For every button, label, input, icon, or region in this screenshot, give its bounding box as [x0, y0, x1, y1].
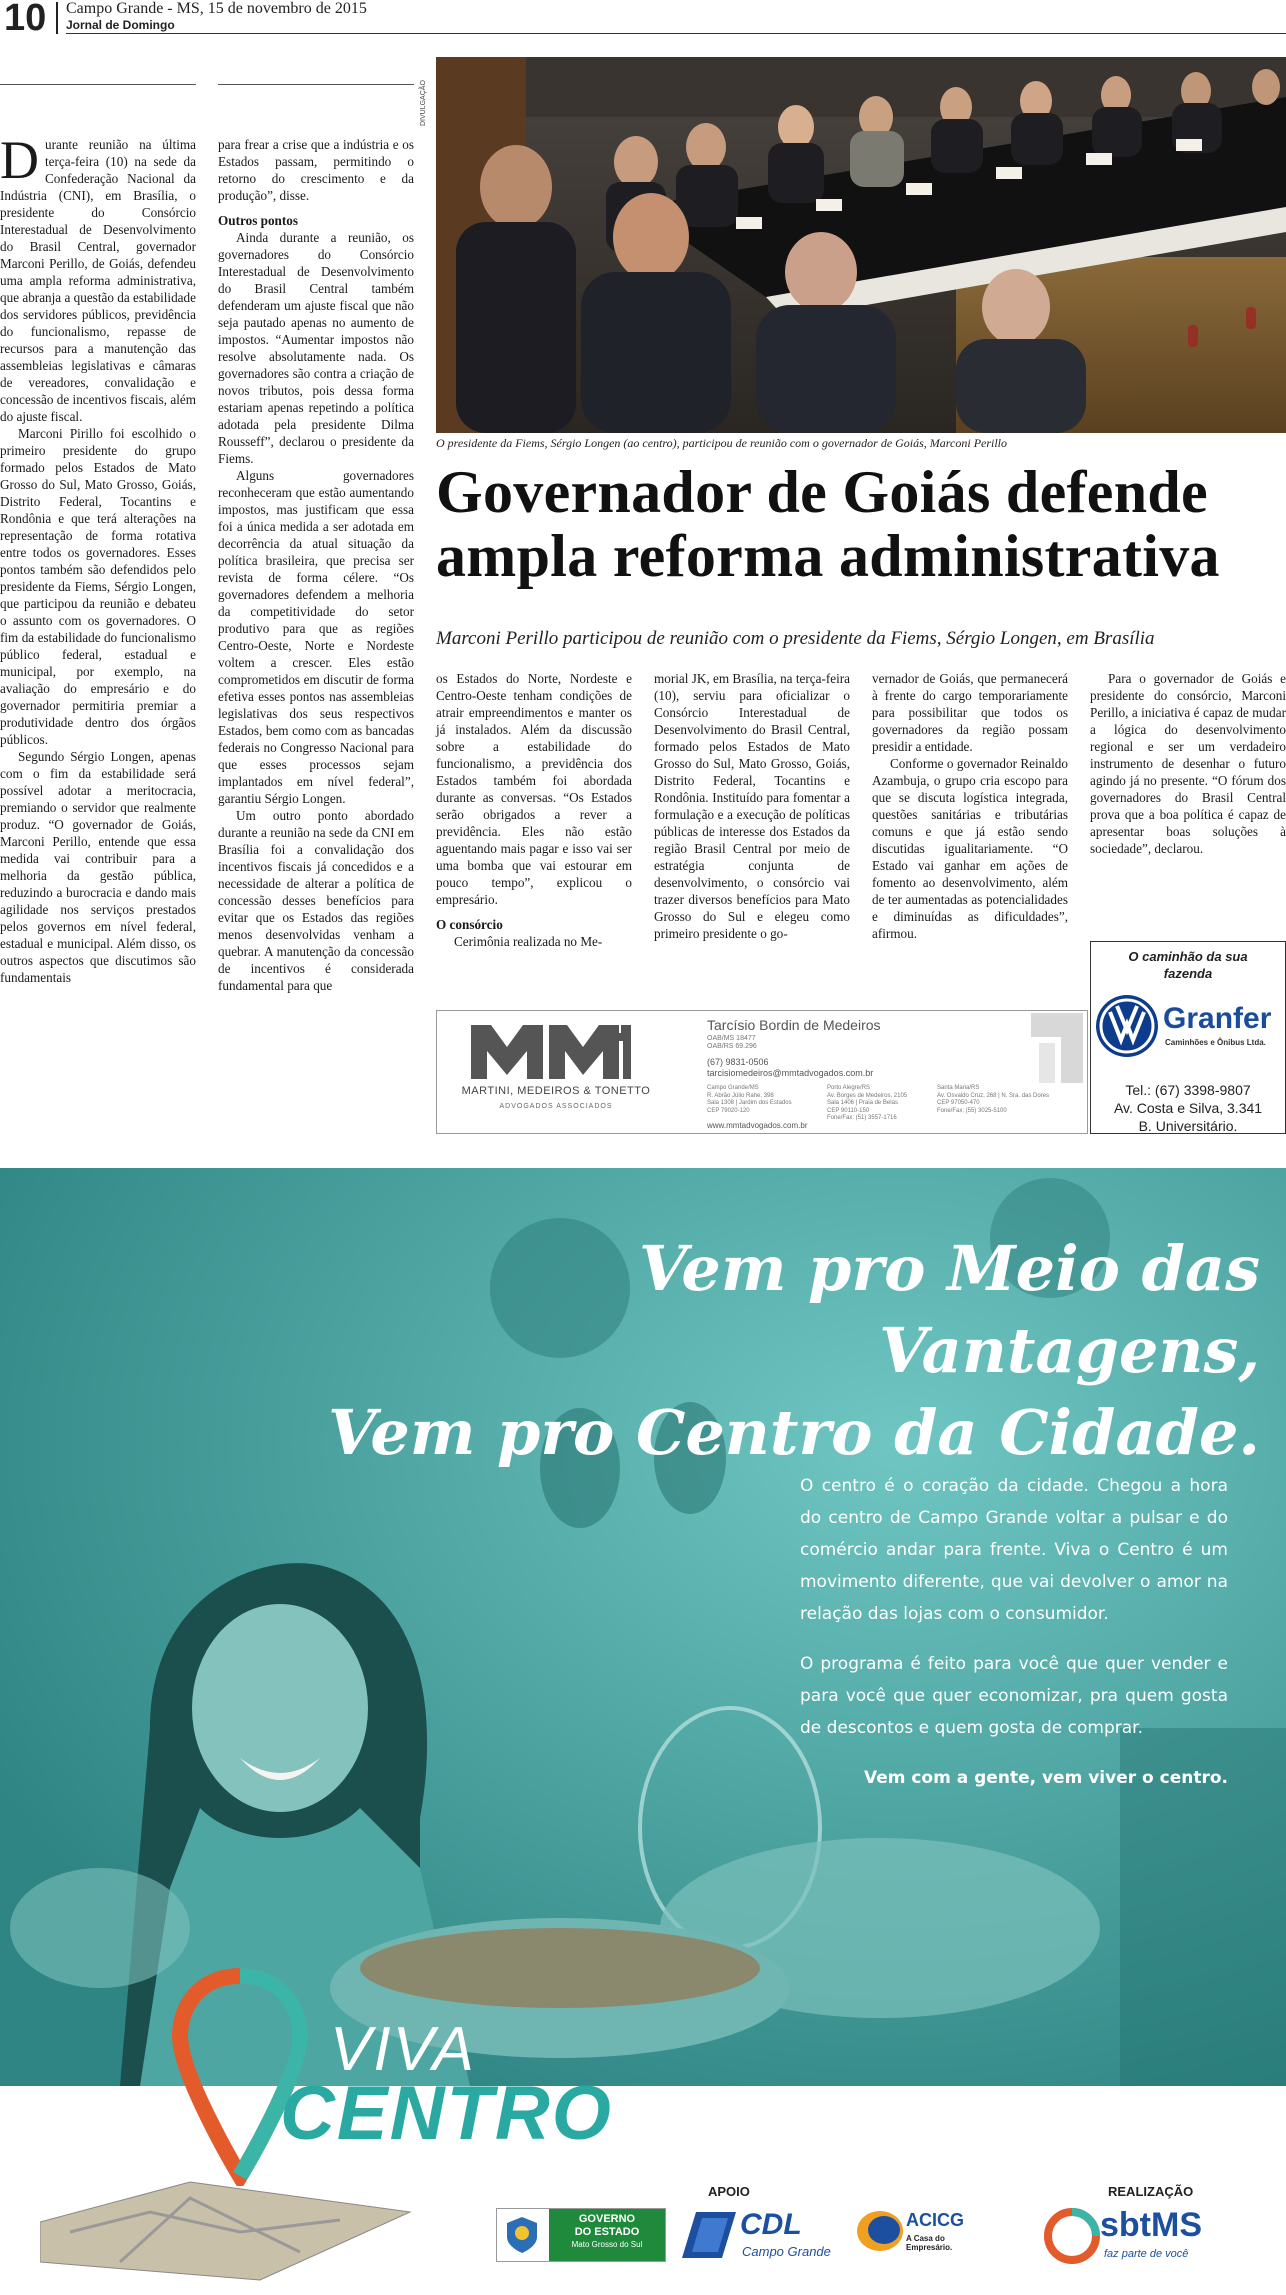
mmt-law-ad[interactable]	[436, 1010, 1088, 1134]
banner-paragraph-1: O centro é o coração da cidade. Chegou a hora do centro de Campo Grande voltar a pulsar e do comércio andar para frente. Viva o Centro é um movimento diferente, que vai devolver o amor na relação das lojas com o consumidor.	[800, 1476, 1228, 1624]
paragraph: Segundo Sérgio Longen, apenas com o fim da estabilidade será possível adotar a meritocracia, premiando o servidor que realmente produz. “O governador de Goiás, Marconi Perillo, entende que essa medida vai contribuir para a melhoria da gestão pública, reduzindo a burocracia e dando mais agilidade nos serviços prestados pelos governos em nível federal, estadual e municipal. Além disso, os outros aspectos que discutimos são fundamentais	[0, 749, 196, 985]
apoio-label: APOIO	[708, 2184, 750, 2199]
meeting-photo	[436, 57, 1286, 433]
header-rule	[66, 33, 1286, 34]
gov-line-3: Mato Grosso do Sul	[571, 2240, 643, 2249]
acicg-tagline: A Casa do Empresário.	[906, 2234, 953, 2252]
mmt-firm-name: MARTINI, MEDEIROS & TONETTO	[461, 1085, 651, 1097]
lawyer-phone: (67) 9831-0506	[707, 1057, 769, 1067]
page-number: 10	[4, 0, 47, 39]
cdl-name: CDL	[740, 2208, 802, 2241]
acicg-logo[interactable]	[856, 2206, 992, 2262]
lawyer-name: Tarcísio Bordin de Medeiros	[707, 1017, 881, 1033]
date-line: Campo Grande - MS, 15 de novembro de 2015	[66, 0, 367, 17]
paragraph: Alguns governadores reconheceram que estão aumentando impostos, mas justificam que essa foi a única medida a ser adotada em decorrência da atual situação da política brasileira, que precisa ser revista de forma célere. “Os governadores defendem a melhoria da competitividade do setor produtivo para que as regiões Centro-Oeste, Norte e Nordeste voltem a crescer. Eles estão comprometidos em discutir de forma efetiva esses pontos nas assembleias legislativas dos seus respectivos Estados, bem como com as bancadas federais no Congresso Nacional para que esses processos sejam implantados em nível federal”, garantiu Sérgio Longen.	[218, 468, 414, 806]
realizacao-logo[interactable]	[1044, 2202, 1244, 2266]
column-rule	[0, 84, 196, 85]
paragraph: morial JK, em Brasília, na terça-feira (10), serviu para oficializar o Consórcio Interestadual de Desenvolvimento do Brasil Central, formado pelos Estados de Mato Grosso do Sul, Mato Grosso, Goiás, Distrito Federal, Tocantins e Rondônia. Instituído para fomentar a formulação e a execução de políticas públicas de interesse dos Estados da região Brasil Central por meio de estratégia conjunta de desenvolvimento, o consórcio vai trazer diversos benefícios para Mato Grosso do Sul e elegeu como primeiro presidente o go-	[654, 671, 850, 941]
mmt-tagline: ADVOGADOS ASSOCIADOS	[499, 1103, 613, 1110]
article-column-2	[218, 136, 414, 994]
subheadline: Marconi Perillo participou de reunião com o presidente da Fiems, Sérgio Longen, em Brasília	[436, 628, 1155, 649]
photo-credit: DIVULGAÇÃO	[420, 80, 427, 126]
article-column-4	[654, 670, 850, 942]
paragraph: para frear a crise que a indústria e os Estados passam, permitindo o retorno do crescimento e da produção”, disse.	[218, 137, 414, 203]
column-rule	[218, 84, 414, 85]
office-santa-maria: Santa Maria/RS Av. Osvaldo Cruz, 268 | N. Sra. das Dores CEP 97050-470 Fone/Fax: (55) 3025-5100	[937, 1085, 1050, 1114]
headline: Governador de Goiás defende ampla reforma administrativa	[436, 459, 1220, 589]
newspaper-name: Jornal de Domingo	[66, 18, 175, 32]
sebrae-icon	[1044, 2208, 1100, 2264]
cdl-icon	[682, 2212, 736, 2258]
granfer-brand: Granfer	[1163, 1002, 1272, 1035]
mmt-decor-shape	[1031, 1013, 1083, 1083]
banner-text	[800, 1470, 1228, 1794]
meeting-photo-illustration	[436, 57, 1286, 433]
article-column-3	[436, 670, 632, 950]
granfer-slogan: O caminhão da sua fazenda	[1128, 949, 1248, 981]
mmt-website[interactable]: www.mmtadvogados.com.br	[707, 1121, 808, 1130]
article-column-1	[0, 130, 196, 986]
article-column-5	[872, 670, 1068, 942]
granfer-phone: Tel.: (67) 3398-9807	[1125, 1082, 1251, 1098]
office-campo-grande: Campo Grande/MS R. Abrão Júlio Rahe, 398 Sala 1308 | Jardim dos Estados CEP 79020-120	[707, 1085, 792, 1114]
coat-of-arms-icon	[503, 2215, 541, 2255]
sebrae-tagline: faz parte de você	[1104, 2248, 1189, 2260]
granfer-address: Av. Costa e Silva, 3.341	[1113, 1100, 1263, 1116]
paragraph: Para o governador de Goiás e presidente do consórcio, Marconi Perillo, a iniciativa é capaz de mudar a lógica do desenvolvimento regional e ser um verdadeiro instrumento de desenhar o futuro agindo já no presente. “O fórum dos governadores do Brasil Central prova que a boa política é capaz de apresentar boas soluções à sociedade”, declarou.	[1090, 671, 1286, 856]
granfer-district: B. Universitário.	[1138, 1118, 1238, 1134]
dropcap: D	[0, 130, 39, 190]
paragraph: urante reunião na última terça-feira (10) na sede da Confederação Nacional da Indústria (CNI), em Brasília, o presidente do Consórcio Interestadual de Desenvolvimento do Brasil Central, governador Marconi Perillo, de Goiás, defendeu uma ampla reforma administrativa, que abranja a questão da estabilidade dos servidores públicos, previdência do funcionalismo, repasse de recursos para a manutenção das assembleias legislativas e câmaras de vereadores, convalidação e concessão de incentivos fiscais, além do ajuste fiscal.	[0, 137, 196, 424]
paragraph: Ainda durante a reunião, os governadores do Consórcio Interestadual de Desenvolvimento do Brasil Central também defenderam um ajuste fiscal que não seja pautado apenas no aumento de impostos. “Aumentar impostos não resolve absolutamente nada. Os governadores são contra a criação de novos tributos, pois dessa forma estariam apenas repetindo a política adotada pela presidente Dilma Rousseff”, declarou o presidente da Fiems.	[218, 230, 414, 466]
gov-line-1: GOVERNO	[578, 2213, 636, 2225]
logo-centro: CENTRO	[280, 2071, 613, 2156]
paragraph: Conforme o governador Reinaldo Azambuja, o grupo cria escopo para que se discuta logística integrada, questões sanitárias e tributárias comuns e que já estão sendo discutidas igualitariamente. “O Estado vai ganhar em ações de fomento ao desenvolvimento, além de ter aumentadas as potencialidades e diminuídas as dificuldades”, afirmou.	[872, 756, 1068, 941]
realizacao-label: REALIZAÇÃO	[1108, 2184, 1194, 2199]
mmt-decor	[1031, 1013, 1083, 1083]
oab-ms: OAB/MS 18477	[707, 1035, 756, 1042]
photo-caption: O presidente da Fiems, Sérgio Longen (ao centro), participou de reunião com o governador de Goiás, Marconi Perillo	[436, 436, 1008, 450]
office-porto-alegre: Porto Alegre/RS Av. Borges de Medeiros, 2105 Sala 1406 | Praia de Belas CEP 90110-150 Fone/Fax: (51) 3557-1716	[827, 1085, 908, 1121]
lawyer-email[interactable]: tarcisiomedeiros@mmtadvogados.com.br	[707, 1068, 874, 1078]
oab-rs: OAB/RS 69.296	[707, 1043, 757, 1050]
viva-centro-banner	[0, 1168, 1286, 2086]
banner-slogan	[280, 1228, 1260, 1474]
mmt-logo	[471, 1025, 631, 1079]
banner-footer	[0, 2015, 1286, 2295]
cdl-logo[interactable]	[682, 2206, 842, 2262]
paragraph: os Estados do Norte, Nordeste e Centro-Oeste tenham condições de atrair empreendimentos e manter os já instalados. Além da discussão sobre a estabilidade do funcionalismo, a previdência dos Estados também foi abordada durante as conversas. “Os Estados serão obrigados a rever a previdência. Eles não estão aguentando mais pagar e isso vai ser uma bomba que vai estourar em pouco tempo”, explicou o empresário.	[436, 671, 632, 907]
paragraph: vernador de Goiás, que permanecerá à frente do cargo temporariamente para possibilitar que todos os governadores da região possam presidir a entidade.	[872, 671, 1068, 754]
logo-viva: VIVA	[330, 2015, 476, 2084]
subheading: Outros pontos	[218, 213, 299, 228]
header-divider	[56, 2, 58, 34]
article-column-6	[1090, 670, 1286, 857]
granfer-brand-sub: Caminhões e Ônibus Ltda.	[1165, 1038, 1266, 1047]
gov-ms-box	[549, 2209, 665, 2261]
acicg-icon	[856, 2210, 904, 2252]
gov-ms-logo[interactable]	[496, 2208, 666, 2262]
banner-closing: Vem com a gente, vem viver o centro.	[863, 1768, 1228, 1788]
paragraph: Um outro ponto abordado durante a reunião na sede da CNI em Brasília foi a convalidação dos incentivos fiscais já concedidos e a necessidade de alterar a política de concessão desses benefícios para evitar que os Estados das regiões menos desenvolvidas venham a quebrar. A manutenção da concessão de incentivos é considerada fundamental para que	[218, 808, 414, 993]
vw-logo	[1095, 994, 1159, 1058]
gov-line-2: DO ESTADO	[574, 2226, 640, 2238]
paragraph: Marconi Pirillo foi escolhido o primeiro presidente do grupo formado pelos Estados de Mato Grosso do Sul, Mato Grosso, Goiás, Distrito Federal, Tocantins e Rondônia e que terá alterações na representação de forma rotativa entre todos os governadores. Esses pontos também são defendidos pelo presidente da Fiems, Sérgio Longen, que participou da reunião e debateu o assunto com os governadores. O fim da estabilidade do funcionalismo público federal, estadual e municipal, por exemplo, na avaliação do empresário e do governador permitiria premiar a produtividade dentro dos órgãos públicos.	[0, 426, 196, 747]
granfer-ad[interactable]	[1090, 941, 1286, 1134]
slogan-line-2: Vem pro Centro da Cidade.	[327, 1396, 1260, 1469]
slogan-line-1: Vem pro Meio das Vantagens,	[639, 1232, 1260, 1387]
mmt-logo-mark	[471, 1025, 631, 1079]
banner-paragraph-2: O programa é feito para você que quer vender e para você que quer economizar, pra quem gosta de descontos e quem gosta de comprar.	[800, 1654, 1228, 1738]
vw-icon	[1095, 994, 1159, 1058]
subheading: O consórcio	[436, 917, 503, 932]
cdl-city: Campo Grande	[742, 2244, 831, 2259]
acicg-name: ACICG	[906, 2210, 964, 2230]
sebrae-name: sbtMS	[1100, 2206, 1202, 2244]
paragraph: Cerimônia realizada no Me-	[454, 934, 603, 949]
